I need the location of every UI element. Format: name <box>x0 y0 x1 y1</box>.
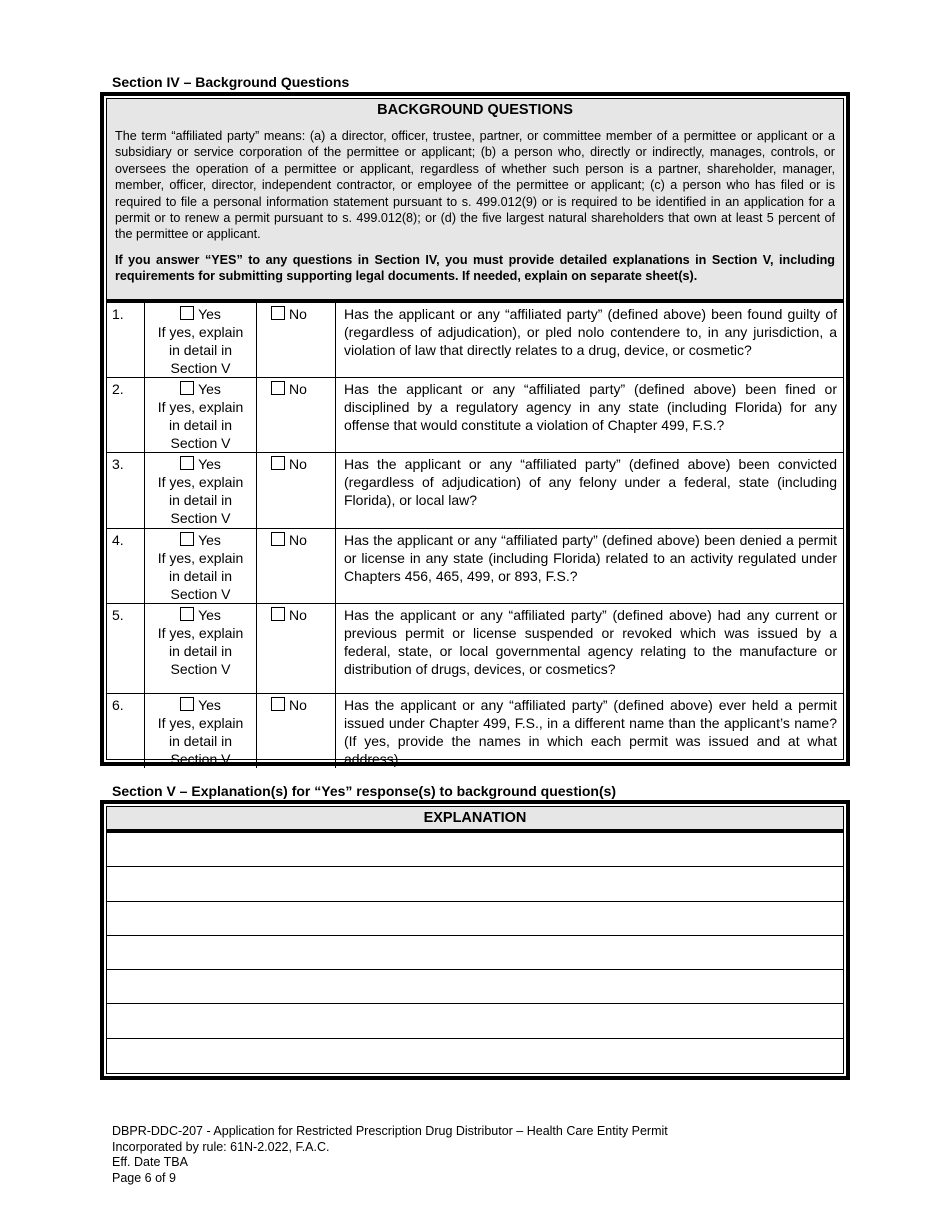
question-row <box>107 694 843 769</box>
yes-checkbox[interactable] <box>180 381 194 395</box>
no-checkbox[interactable] <box>271 532 285 546</box>
yes-explain-note: If yes, explain <box>157 625 244 641</box>
question-number: 2. <box>107 378 145 453</box>
yes-explain-note: Section V <box>170 586 231 602</box>
no-cell <box>257 453 336 529</box>
yes-label: Yes <box>198 607 221 623</box>
no-cell <box>257 694 336 769</box>
question-number: 5. <box>107 604 145 694</box>
explanation-line[interactable] <box>107 833 843 867</box>
yes-label: Yes <box>198 306 221 322</box>
question-number: 6. <box>107 694 145 769</box>
yes-cell <box>145 303 257 378</box>
question-number: 4. <box>107 529 145 604</box>
yes-checkbox[interactable] <box>180 456 194 470</box>
yes-cell <box>145 378 257 453</box>
section-5-title: Section V – Explanation(s) for “Yes” response(s) to background question(s) <box>112 783 617 799</box>
yes-cell <box>145 694 257 769</box>
no-label: No <box>289 697 307 713</box>
section-4-title: Section IV – Background Questions <box>112 74 350 90</box>
question-text: Has the applicant or any “affiliated party” (defined above) been fined or disciplined by a regulatory agency in any state (including Florida) for any offense that would constitute a violation of Chapter 499, F.S.? <box>336 378 844 453</box>
no-label: No <box>289 381 307 397</box>
no-label: No <box>289 532 307 548</box>
question-row <box>107 378 843 453</box>
yes-cell <box>145 529 257 604</box>
yes-label: Yes <box>198 456 221 472</box>
yes-checkbox[interactable] <box>180 697 194 711</box>
explanation-line[interactable] <box>107 1004 843 1038</box>
yes-checkbox[interactable] <box>180 607 194 621</box>
explanation-box <box>100 800 850 1080</box>
question-number: 3. <box>107 453 145 529</box>
page-number: Page 6 of 9 <box>112 1170 176 1185</box>
question-text: Has the applicant or any “affiliated party” (defined above) been convicted (regardless of adjudication) of any felony under a federal, state (including Florida), or local law? <box>336 453 844 529</box>
yes-explain-note: If yes, explain <box>157 474 244 490</box>
yes-explain-note: If yes, explain <box>157 324 244 340</box>
no-checkbox[interactable] <box>271 381 285 395</box>
no-checkbox[interactable] <box>271 456 285 470</box>
background-questions-heading: BACKGROUND QUESTIONS <box>377 102 573 118</box>
explanation-line[interactable] <box>107 970 843 1004</box>
yes-explain-note: Section V <box>170 435 231 451</box>
form-title: DBPR-DDC-207 - Application for Restricted Prescription Drug Distributor – Health Care Entity Permit <box>112 1124 668 1138</box>
explanation-line[interactable] <box>107 936 843 970</box>
explanation-line[interactable] <box>107 1039 843 1073</box>
no-checkbox[interactable] <box>271 607 285 621</box>
yes-explain-note: If yes, explain <box>157 399 244 415</box>
yes-explain-note: in detail in <box>168 417 233 433</box>
yes-checkbox[interactable] <box>180 532 194 546</box>
rule-reference: Incorporated by rule: 61N-2.022, F.A.C. <box>112 1139 330 1154</box>
yes-explain-note: Section V <box>170 661 231 677</box>
yes-explain-note: in detail in <box>168 643 233 659</box>
yes-explain-note: in detail in <box>168 733 233 749</box>
question-row <box>107 604 843 694</box>
question-number: 1. <box>107 303 145 378</box>
explanation-line[interactable] <box>107 902 843 936</box>
background-questions-header <box>107 99 843 303</box>
question-row <box>107 303 843 378</box>
explanation-heading: EXPLANATION <box>107 807 843 833</box>
yes-explain-note: in detail in <box>168 568 233 584</box>
no-cell <box>257 378 336 453</box>
affiliated-party-definition: The term “affiliated party” means: (a) a director, officer, trustee, partner, or committee member of a permittee or applicant or a subsidiary or service corporation of the permittee or applicant; (b) a person who, directly or indirectly, manages, controls, or oversees the operation of a permittee or applicant, regardless of whether such person is a partner, shareholder, manager, member, officer, director, independent contractor, or employee of the permittee or applicant; (c) a person who has filed or is required to file a personal information statement pursuant to s. 499.012(9) or is required to be identified in an application for a permit or to renew a permit pursuant to s. 499.012(8); or (d) the five largest natural shareholders that own at least 5 percent of the permittee or applicant. <box>115 129 835 242</box>
page-footer <box>112 1124 668 1186</box>
question-text: Has the applicant or any “affiliated party” (defined above) been denied a permit or license in any state (including Florida) related to an activity regulated under Chapters 456, 465, 499, or 893, F.S.? <box>336 529 844 604</box>
yes-cell <box>145 453 257 529</box>
no-cell <box>257 604 336 694</box>
yes-explain-note: If yes, explain <box>157 715 244 731</box>
yes-label: Yes <box>198 532 221 548</box>
no-label: No <box>289 607 307 623</box>
yes-explain-note: If yes, explain <box>157 550 244 566</box>
no-checkbox[interactable] <box>271 697 285 711</box>
question-row <box>107 453 843 529</box>
no-cell <box>257 529 336 604</box>
no-cell <box>257 303 336 378</box>
no-checkbox[interactable] <box>271 306 285 320</box>
explanation-line[interactable] <box>107 867 843 901</box>
yes-cell <box>145 604 257 694</box>
yes-explain-note: Section V <box>170 510 231 526</box>
question-text: Has the applicant or any “affiliated party” (defined above) had any current or previous permit or license suspended or revoked which was issued by a federal, state, or local governmental agency relating to the manufacture or distribution of drugs, devices, or cosmetics? <box>336 604 844 694</box>
question-text: Has the applicant or any “affiliated party” (defined above) been found guilty of (regardless of adjudication), or pled nolo contendere to, in any jurisdiction, a violation of law that directly relates to a drug, device, or cosmetic? <box>336 303 844 378</box>
effective-date: Eff. Date TBA <box>112 1155 188 1169</box>
no-label: No <box>289 306 307 322</box>
yes-explain-note: Section V <box>170 360 231 376</box>
yes-explain-note: in detail in <box>168 492 233 508</box>
no-label: No <box>289 456 307 472</box>
background-questions-box <box>100 92 850 766</box>
yes-label: Yes <box>198 381 221 397</box>
questions-table <box>107 303 843 768</box>
yes-explain-note: in detail in <box>168 342 233 358</box>
yes-answer-instruction: If you answer “YES” to any questions in Section IV, you must provide detailed explanations in Section V, including requirements for submitting supporting legal documents. If needed, explain on separate sheet(s). <box>115 252 835 284</box>
yes-label: Yes <box>198 697 221 713</box>
question-row <box>107 529 843 604</box>
yes-explain-note: Section V <box>170 751 231 767</box>
question-text: Has the applicant or any “affiliated party” (defined above) ever held a permit issued under Chapter 499, F.S., in a different name than the applicant’s name? (If yes, provide the names in which each permit was issued and at what address). <box>336 694 844 769</box>
yes-checkbox[interactable] <box>180 306 194 320</box>
